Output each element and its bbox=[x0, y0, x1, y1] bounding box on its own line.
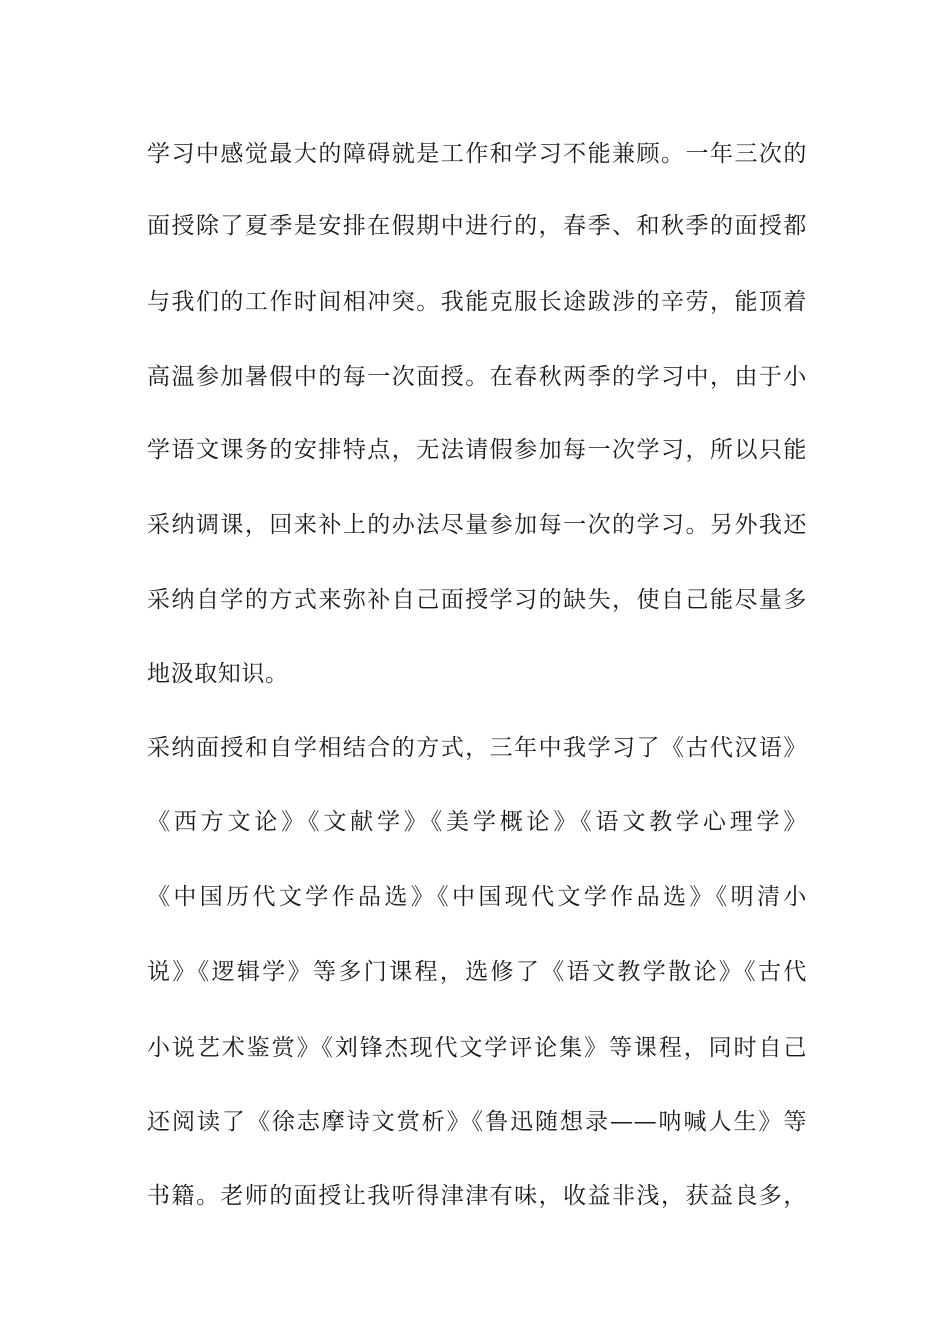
text-line: 还阅读了《徐志摩诗文赏析》《鲁迅随想录——呐喊人生》等 bbox=[147, 1109, 807, 1135]
text-line: 书籍。老师的面授让我听得津津有味，收益非浅，获益良多， bbox=[147, 1183, 807, 1209]
text-line: 面授除了夏季是安排在假期中进行的，春季、和秋季的面授都 bbox=[147, 213, 807, 239]
text-line: 采纳自学的方式来弥补自己面授学习的缺失，使自己能尽量多 bbox=[147, 587, 807, 613]
text-line: 《中国历代文学作品选》《中国现代文学作品选》《明清小 bbox=[147, 884, 807, 910]
text-line: 采纳面授和自学相结合的方式，三年中我学习了《古代汉语》 bbox=[147, 735, 807, 761]
text-line: 地汲取知识。 bbox=[147, 661, 289, 687]
text-line: 采纳调课，回来补上的办法尽量参加每一次的学习。另外我还 bbox=[147, 512, 807, 538]
text-line: 说》《逻辑学》等多门课程，选修了《语文教学散论》《古代 bbox=[147, 959, 807, 985]
text-line: 《西方文论》《文献学》《美学概论》《语文教学心理学》 bbox=[147, 809, 807, 835]
text-line: 学习中感觉最大的障碍就是工作和学习不能兼顾。一年三次的 bbox=[147, 141, 807, 167]
text-line: 高温参加暑假中的每一次面授。在春秋两季的学习中，由于小 bbox=[147, 364, 807, 390]
text-line: 学语文课务的安排特点，无法请假参加每一次学习，所以只能 bbox=[147, 437, 807, 463]
text-line: 小说艺术鉴赏》《刘锋杰现代文学评论集》等课程，同时自己 bbox=[147, 1035, 807, 1061]
text-line: 与我们的工作时间相冲突。我能克服长途跋涉的辛劳，能顶着 bbox=[147, 289, 807, 315]
